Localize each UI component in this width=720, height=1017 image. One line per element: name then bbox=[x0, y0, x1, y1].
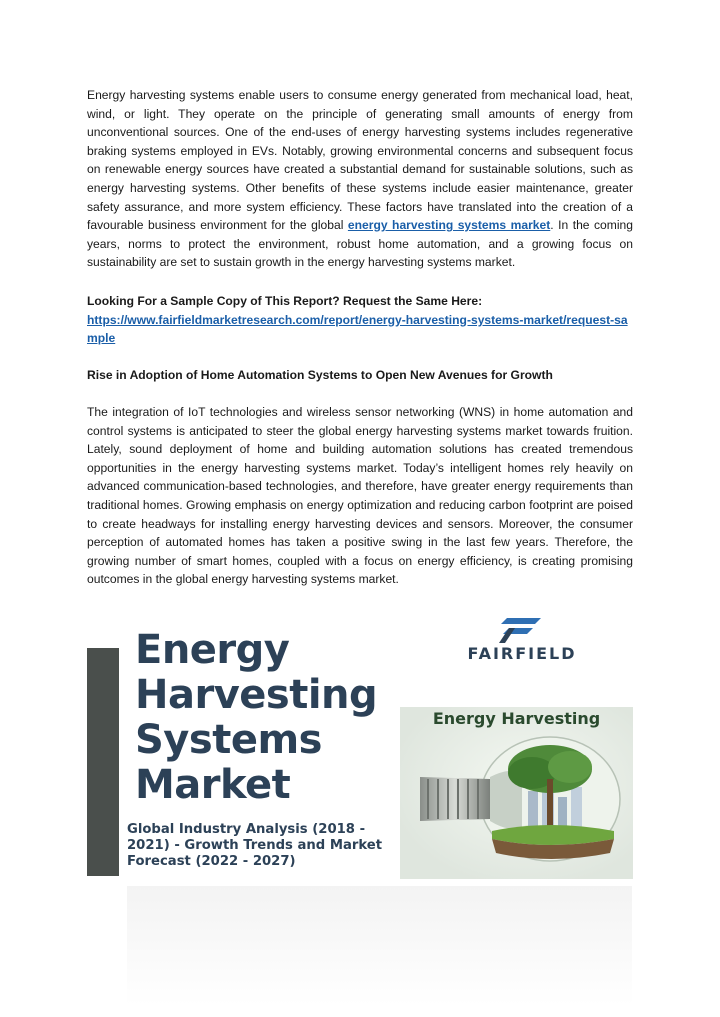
banner-title bbox=[135, 628, 377, 808]
intro-text-end: . In the coming years, norms to protect the environment, robust home automation, and a growing focus on sustainability are set to sustain growth in the energy harvesting systems market. bbox=[87, 218, 633, 270]
banner-title-line: Systems bbox=[135, 717, 322, 763]
banner-title-line: Energy bbox=[135, 627, 290, 673]
photo-caption: Energy Harvesting bbox=[432, 709, 601, 728]
intro-paragraph bbox=[87, 86, 633, 272]
market-link[interactable]: energy harvesting systems market bbox=[347, 218, 551, 233]
section-heading-block bbox=[87, 366, 633, 385]
section-body bbox=[87, 403, 633, 589]
intro-text-start: Energy harvesting systems enable users to consume energy generated from mechanical load, heat, wind, or light. They operate on the principle of generating small amounts of energy from unconventional sources. One of the end-uses of energy harvesting systems includes regenerative braking systems employed in EVs. Notably, growing environmental concerns and subsequent focus on renewable energy sources have created a substantial demand for sustainable solutions, such as energy harvesting systems. Other benefits of these systems include easier maintenance, greater safety assurance, and more system efficiency. These factors have translated into the creation of a favourable business environment for the global bbox=[87, 88, 633, 233]
banner-shadow bbox=[127, 886, 632, 1006]
sample-request-block bbox=[87, 292, 633, 348]
banner-title-line: Harvesting bbox=[135, 672, 378, 718]
report-banner bbox=[87, 600, 633, 900]
light-bulb-illustration bbox=[400, 707, 633, 879]
fairfield-logo-icon bbox=[459, 614, 585, 644]
banner-title-line: Market bbox=[135, 762, 291, 808]
banner-subtitle: Global Industry Analysis (2018 - 2021) - Growth Trends and Market Forecast (2022 - 2027) bbox=[127, 822, 383, 869]
fairfield-logo bbox=[459, 614, 585, 666]
sample-request-link[interactable]: https://www.fairfieldmarketresearch.com/report/energy-harvesting-systems-market/request-sample bbox=[87, 312, 628, 346]
section-heading: Rise in Adoption of Home Automation Systems to Open New Avenues for Growth bbox=[87, 368, 553, 382]
banner-side-bar bbox=[87, 648, 119, 876]
sample-heading: Looking For a Sample Copy of This Report? Request the Same Here: bbox=[87, 294, 483, 308]
logo-wordmark: FAIRFIELD bbox=[467, 644, 577, 663]
home-automation-paragraph: The integration of IoT technologies and wireless sensor networking (WNS) in home automation and control systems is anticipated to steer the global energy harvesting systems market towards fruition. Lately, sound deployment of home and building automation solutions has created tremendous opportunities in the energy harvesting systems market. Today’s intelligent homes rely heavily on advanced communication-based technologies, and therefore, have greater energy requirements than traditional homes. Growing emphasis on energy optimization and reducing carbon footprint are poised to create headways for installing energy harvesting devices and sensors. Moreover, the consumer perception of automated homes has taken a positive swing in the last few years. Therefore, the growing number of smart homes, coupled with a focus on energy efficiency, is creating promising outcomes in the global energy harvesting systems market. bbox=[87, 405, 633, 587]
article-body bbox=[87, 86, 633, 272]
energy-harvesting-image bbox=[400, 707, 633, 879]
